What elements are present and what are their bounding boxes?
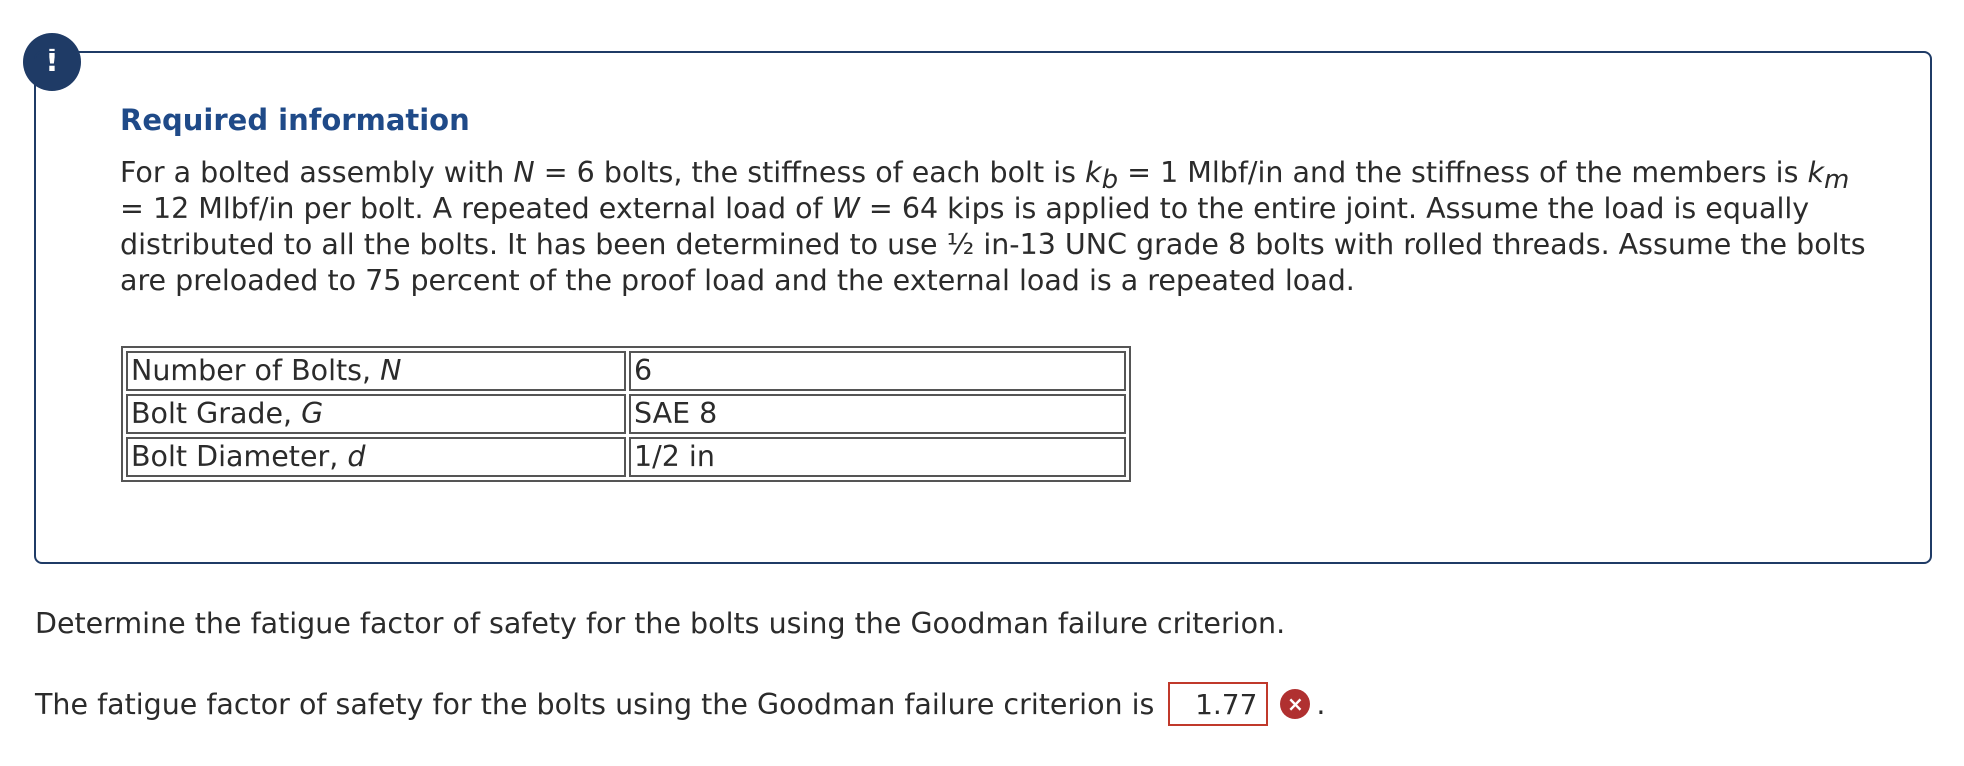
table-label-cell <box>126 437 626 477</box>
bolt-spec-table <box>121 346 1131 482</box>
var-kb-subscript: b <box>1101 165 1119 195</box>
alert-symbol: ! <box>45 44 59 79</box>
table-row <box>126 437 1126 477</box>
statement-part-3: = 1 Mlbf/in and the stiffness of the members is <box>1118 156 1808 189</box>
table-row <box>126 394 1126 434</box>
row-symbol: d <box>347 440 366 473</box>
row-label: Bolt Diameter, <box>131 440 348 473</box>
row-symbol: G <box>301 397 324 430</box>
answer-row <box>35 681 1325 727</box>
trailing-period: . <box>1316 687 1326 721</box>
table-value-cell: SAE 8 <box>629 394 1126 434</box>
table-value-cell: 6 <box>629 351 1126 391</box>
question-text: Determine the fatigue factor of safety for the bolts using the Goodman failure criterion. <box>35 607 1286 640</box>
statement-part-4: = 12 Mlbf/in per bolt. A repeated external load of <box>120 192 832 225</box>
var-n: N <box>513 156 535 189</box>
var-kb: k <box>1085 156 1102 189</box>
statement-part-5: = 64 kips is applied to the entire joint. Assume the load is equally distributed to all the bolts. It has been determined to use ½ in-13 UNC grade 8 bolts with rolled threads. Assume the bolts are preloaded to 75 percent of the proof load and the external load is a repeated load. <box>120 192 1866 297</box>
statement-part-1: For a bolted assembly with <box>120 156 514 189</box>
var-km: k <box>1807 156 1824 189</box>
answer-input[interactable] <box>1168 682 1268 726</box>
var-km-subscript: m <box>1824 165 1850 195</box>
answer-label: The fatigue factor of safety for the bolts using the Goodman failure criterion is <box>35 687 1155 721</box>
row-label: Bolt Grade, <box>131 397 302 430</box>
problem-statement <box>120 155 1880 299</box>
answer-value: 1.77 <box>1195 687 1258 721</box>
incorrect-symbol: × <box>1287 692 1304 716</box>
row-symbol: N <box>380 354 402 387</box>
info-title: Required information <box>120 103 470 137</box>
x-circle-icon <box>1280 689 1310 719</box>
table-value-cell: 1/2 in <box>629 437 1126 477</box>
statement-part-2: = 6 bolts, the stiffness of each bolt is <box>534 156 1086 189</box>
row-label: Number of Bolts, <box>131 354 381 387</box>
table-row <box>126 351 1126 391</box>
var-w: W <box>831 192 860 225</box>
table-label-cell <box>126 351 626 391</box>
table-label-cell <box>126 394 626 434</box>
